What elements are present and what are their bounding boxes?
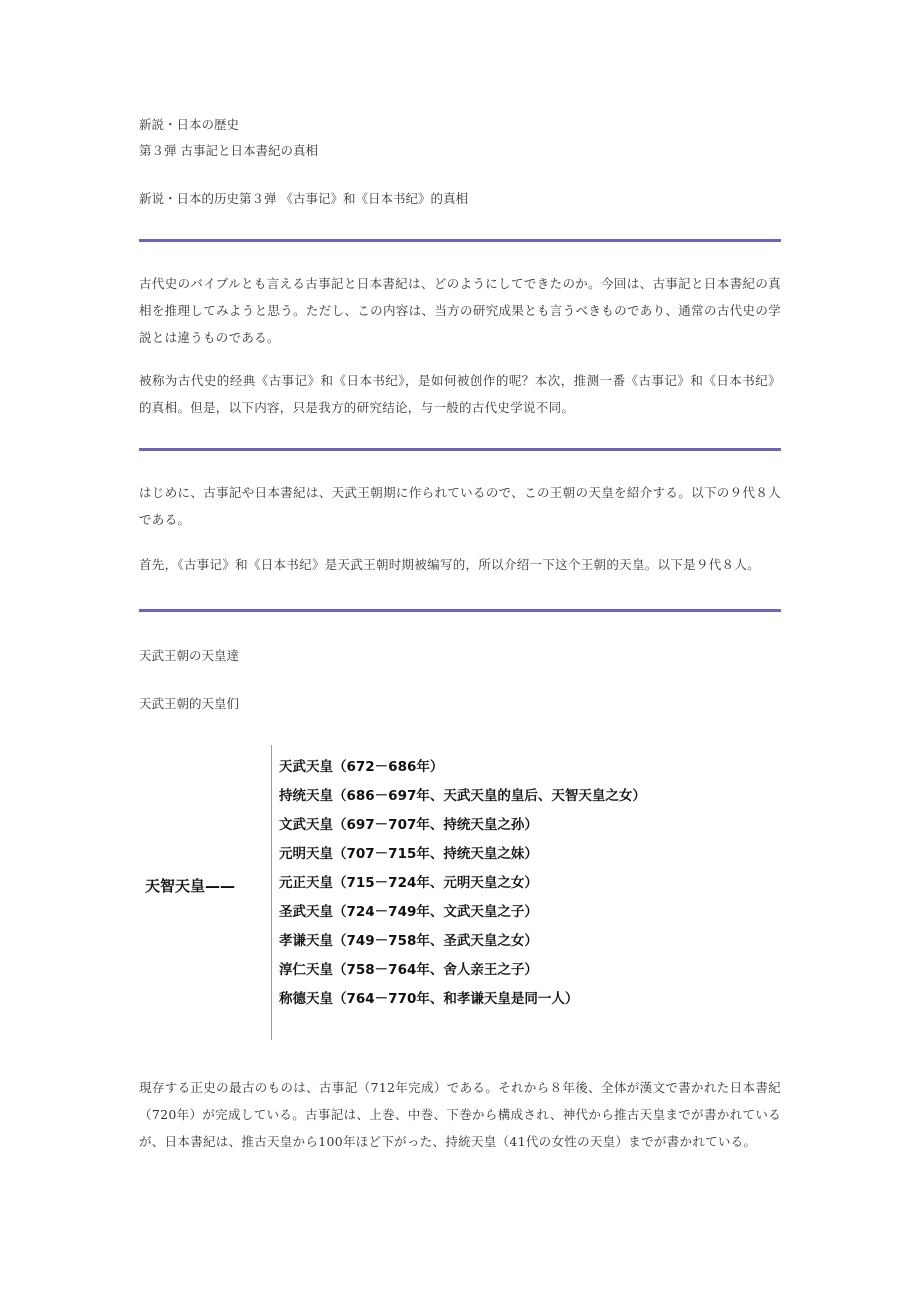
emperor-entry: 天武天皇（672－686年） <box>279 759 444 775</box>
emperors-heading-cn: 天武王朝的天皇们 <box>139 696 240 711</box>
divider <box>139 448 781 451</box>
emperor-entry: 孝谦天皇（749－758年、圣武天皇之女） <box>279 933 538 949</box>
emperor-entry: 淳仁天皇（758－764年、舍人亲王之子） <box>279 962 538 978</box>
emperor-entry: 称德天皇（764－770年、和孝谦天皇是同一人） <box>279 991 579 1007</box>
emperor-lineage-chart <box>139 740 781 1040</box>
emperor-entry: 持统天皇（686－697年、天武天皇的皇后、天智天皇之女） <box>279 788 646 804</box>
dynasty-paragraph-jp: はじめに、古事記や日本書紀は、天武王朝期に作られているので、この王朝の天皇を紹介する。以下の９代８人である。 <box>139 485 781 527</box>
emperor-entry: 圣武天皇（724－749年、文武天皇之子） <box>279 904 538 920</box>
intro-paragraph-jp: 古代史のバイブルとも言える古事記と日本書紀は、どのようにしてできたのか。今回は、古事記と日本書紀の真相を推理してみようと思う。ただし、この内容は、当方の研究成果とも言うべきものであり、通常の古代史の学説とは違うものである。 <box>139 276 781 345</box>
emperor-entry: 文武天皇（697－707年、持统天皇之孙） <box>279 817 538 833</box>
intro-paragraph-cn: 被称为古代史的经典《古事记》和《日本书纪》，是如何被创作的呢？本次，推测一番《古事记》和《日本书纪》的真相。但是，以下内容，只是我方的研究结论，与一般的古代史学说不同。 <box>139 373 781 415</box>
dynasty-paragraph-cn: 首先，《古事记》和《日本书纪》是天武王朝时期被编写的，所以介绍一下这个王朝的天皇。以下是９代８人。 <box>139 557 760 572</box>
emperor-entry: 元正天皇（715－724年、元明天皇之女） <box>279 875 538 891</box>
emperors-heading-jp: 天武王朝の天皇達 <box>139 648 240 663</box>
lineage-bracket-line <box>271 745 272 1040</box>
lineage-root: 天智天皇—— <box>145 877 236 895</box>
article-title-jp: 第３弾 古事記と日本書紀の真相 <box>139 143 318 158</box>
emperor-entry: 元明天皇（707－715年、持统天皇之妹） <box>279 846 538 862</box>
closing-paragraph-jp: 現存する正史の最古のものは、古事記（712年完成）である。それから８年後、全体が漢文で書かれた日本書紀（720年）が完成している。古事記は、上巻、中巻、下巻から構成され、神代から推古天皇までが書かれているが、日本書紀は、推古天皇から100年ほど下がった、持統天皇（41代の女性の天皇）までが書かれている。 <box>139 1080 781 1149</box>
series-title-jp: 新説・日本の歴史 <box>139 117 240 132</box>
divider <box>139 239 781 242</box>
divider <box>139 609 781 612</box>
article-title-cn: 新说・日本的历史第３弹 《古事记》和《日本书纪》的真相 <box>139 191 468 206</box>
